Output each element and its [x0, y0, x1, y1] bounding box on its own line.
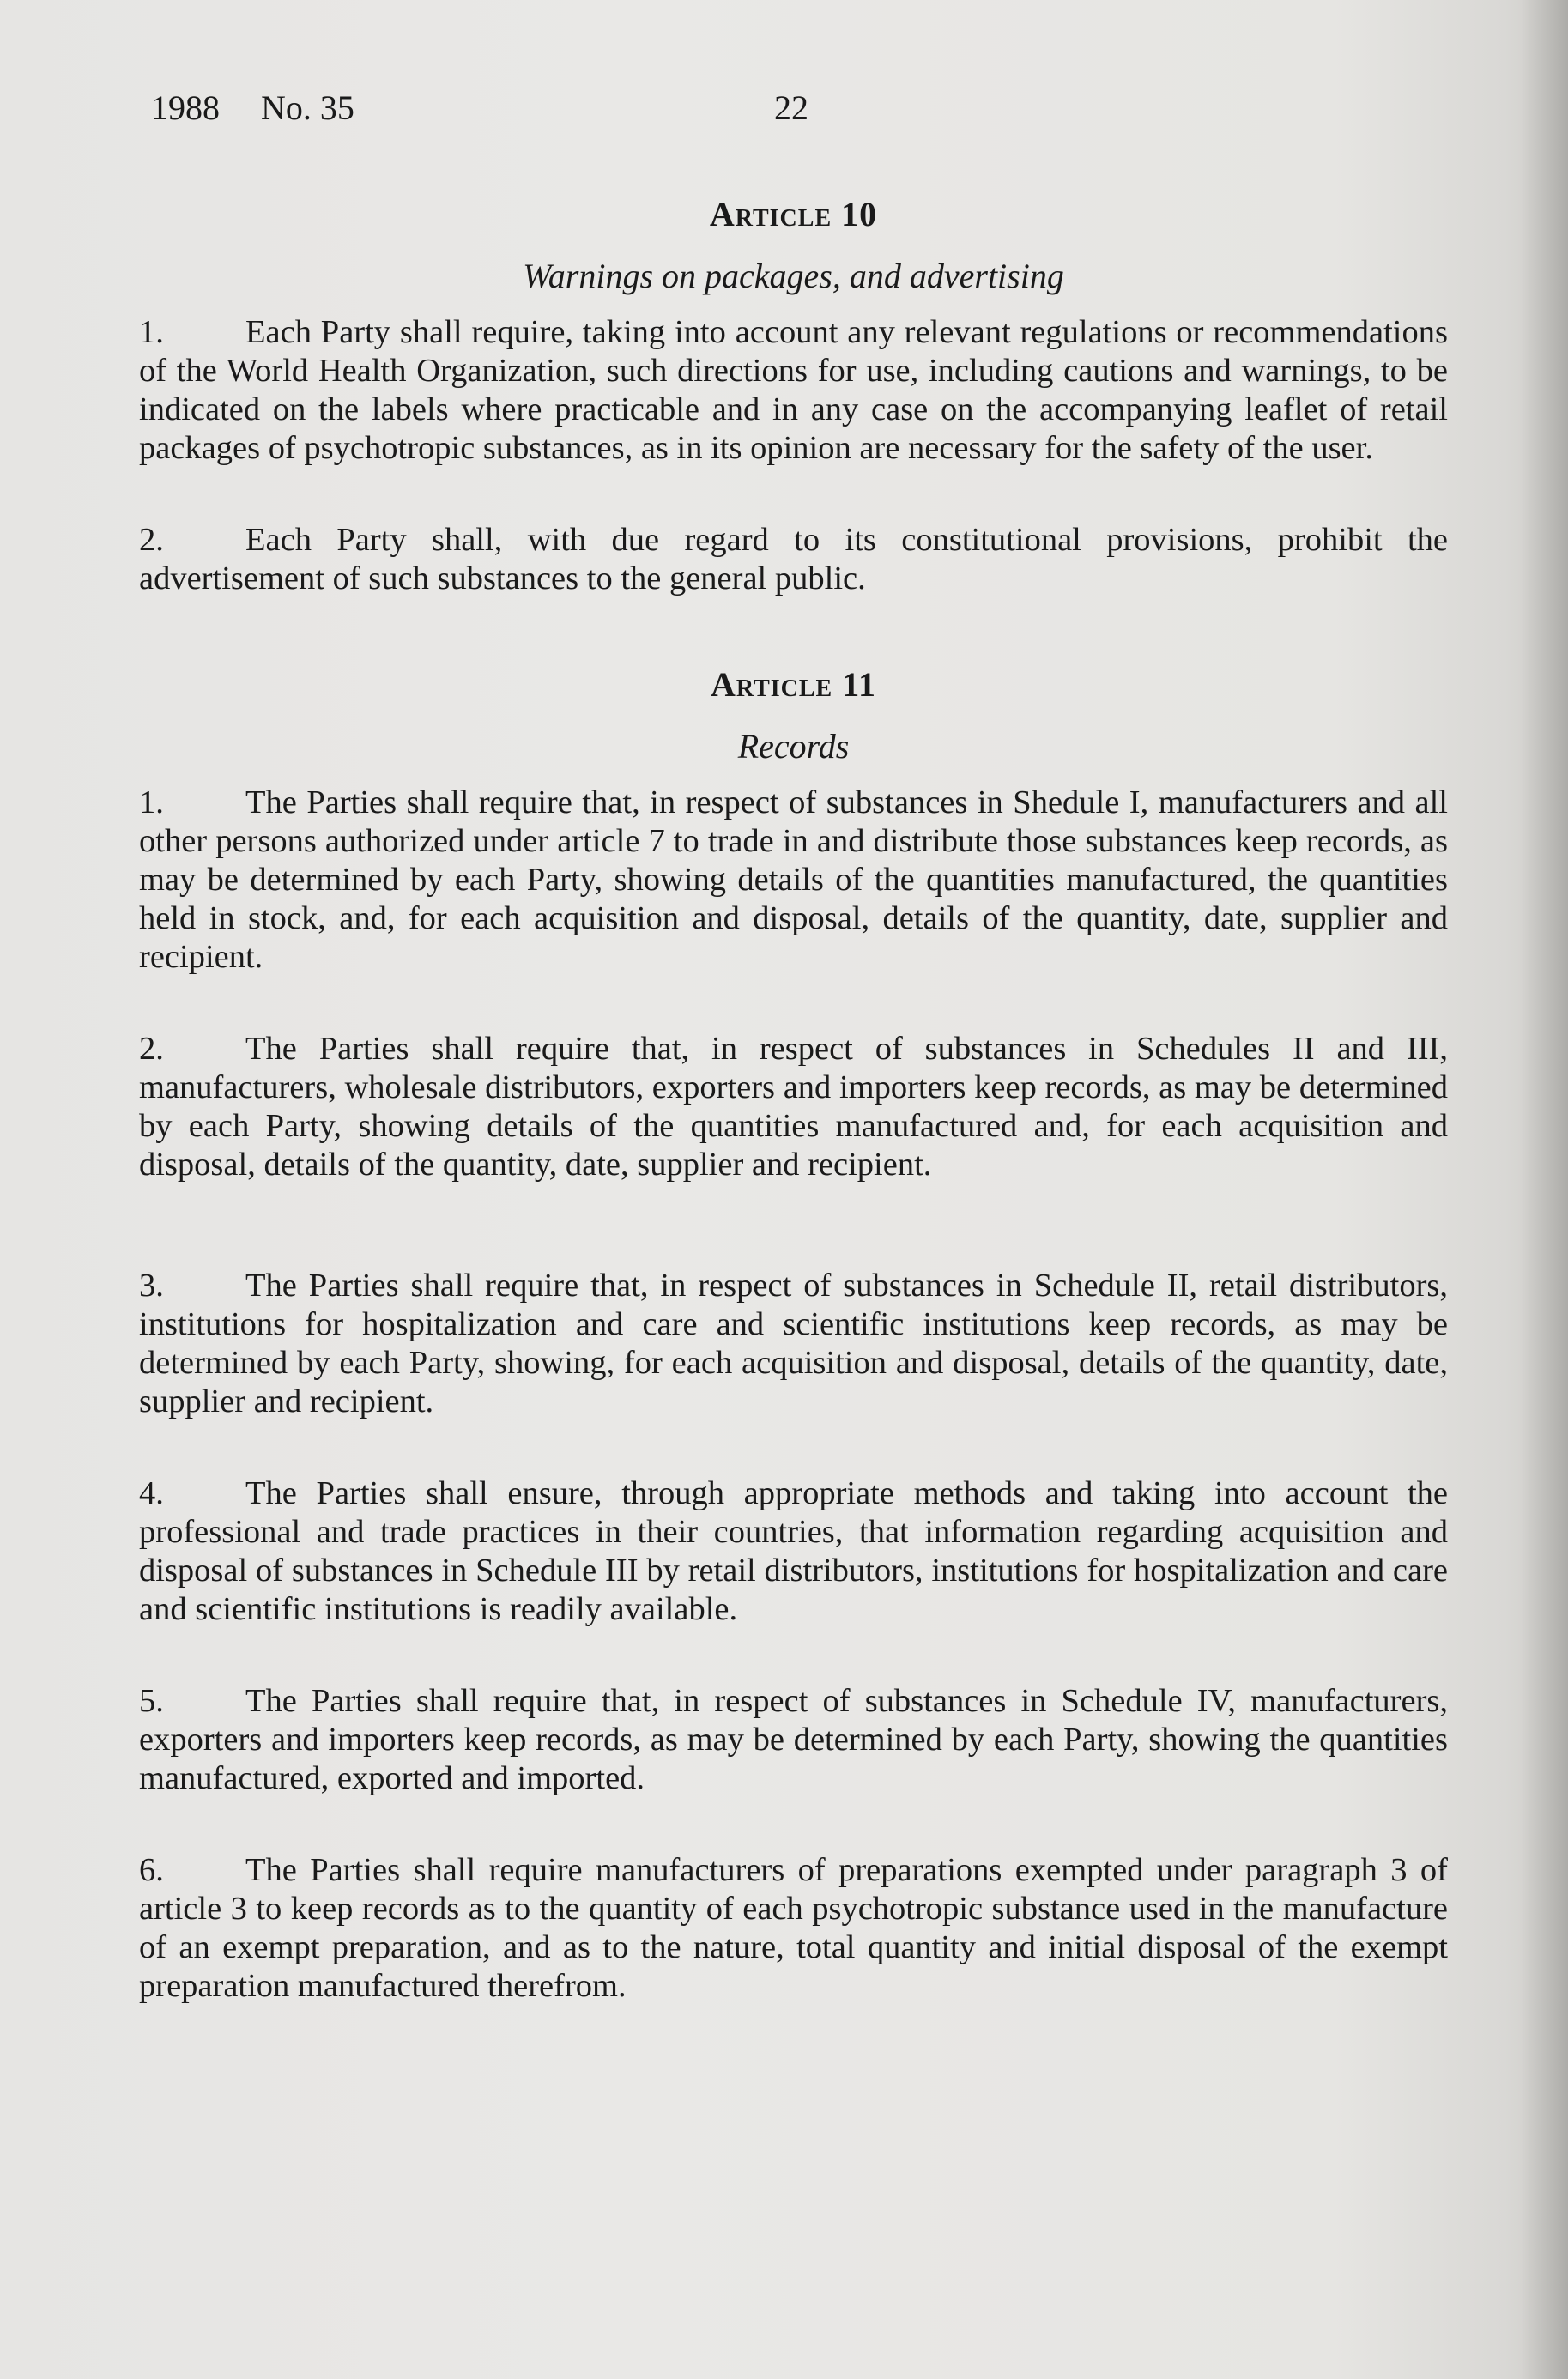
paragraph-number: 2. [139, 1031, 164, 1067]
paragraph-text: The Parties shall require that, in respect of substances in Schedules II and III, manufacturers, wholesale distributors, exporters and importers keep records, as may be determined by each Party, showing details of the quantities manufactured and, for each acquisition and disposal, details of the quantity, date, supplier and recipient. [139, 1031, 1448, 1183]
running-head [151, 88, 1438, 130]
paragraph-number: 6. [139, 1852, 164, 1888]
paragraph-text: The Parties shall require that, in respect of substances in Schedule II, retail distributors, institutions for hospitalization and care and scientific institutions keep records, as may be determined by each Party, showing, for each acquisition and disposal, details of the quantity, date, supplier and recipient. [139, 1268, 1448, 1420]
paragraph-text: The Parties shall require that, in respect of substances in Shedule I, manufacturers and all other persons authorized under article 7 to trade in and distribute those substances keep records, as may be determined by each Party, showing details of the quantities manufactured, the quantities held in stock, and, for each acquisition and disposal, details of the quantity, date, supplier and recipient. [139, 784, 1448, 975]
article-10-paragraph-1 [139, 313, 1448, 468]
paragraph-text: The Parties shall ensure, through appropriate methods and taking into account the professional and trade practices in their countries, that information regarding acquisition and disposal of substances in Schedule III by retail distributors, institutions for hospitalization and care and scientific institutions is readily available. [139, 1475, 1448, 1627]
paragraph-number: 1. [139, 784, 164, 820]
article-11-paragraph-3 [139, 1267, 1448, 1421]
article-11-paragraph-1 [139, 784, 1448, 977]
document-body [139, 193, 1448, 2006]
article-11-paragraph-6 [139, 1851, 1448, 2006]
paragraph-number: 1. [139, 314, 164, 350]
article-11-heading: Article 11 [710, 665, 877, 704]
running-head-year: 1988 [151, 88, 220, 127]
paragraph-text: Each Party shall, with due regard to its constitutional provisions, prohibit the advertisement of such substances to the general public. [139, 522, 1448, 596]
paragraph-text: The Parties shall require manufacturers of preparations exempted under paragraph 3 of article 3 to keep records as to the quantity of each psychotropic substance used in the manufacture of an exempt preparation, and as to the nature, total quantity and initial disposal of the exempt preparation manufactured therefrom. [139, 1852, 1448, 2004]
paragraph-number: 4. [139, 1475, 164, 1511]
article-10-paragraph-2 [139, 521, 1448, 598]
article-11-title: Records [737, 727, 850, 766]
article-10-heading: Article 10 [709, 195, 878, 233]
paragraph-number: 2. [139, 522, 164, 558]
article-11-paragraph-5 [139, 1682, 1448, 1798]
paragraph-number: 5. [139, 1683, 164, 1719]
page-number: 22 [774, 88, 808, 127]
running-head-number: No. 35 [261, 88, 354, 127]
paragraph-number: 3. [139, 1268, 164, 1304]
paragraph-text: The Parties shall require that, in respect of substances in Schedule IV, manufacturers, exporters and importers keep records, as may be determined by each Party, showing the quantities manufactured, exported and imported. [139, 1683, 1448, 1796]
page-gutter-shadow [1521, 0, 1568, 2379]
article-10-title: Warnings on packages, and advertising [523, 257, 1064, 295]
article-11-paragraph-4 [139, 1474, 1448, 1629]
paragraph-text: Each Party shall require, taking into account any relevant regulations or recommendations of the World Health Organization, such directions for use, including cautions and warnings, to be indicated on the labels where practicable and in any case on the accompanying leaflet of retail packages of psychotropic substances, as in its opinion are necessary for the safety of the user. [139, 314, 1448, 466]
article-11-paragraph-2 [139, 1030, 1448, 1184]
